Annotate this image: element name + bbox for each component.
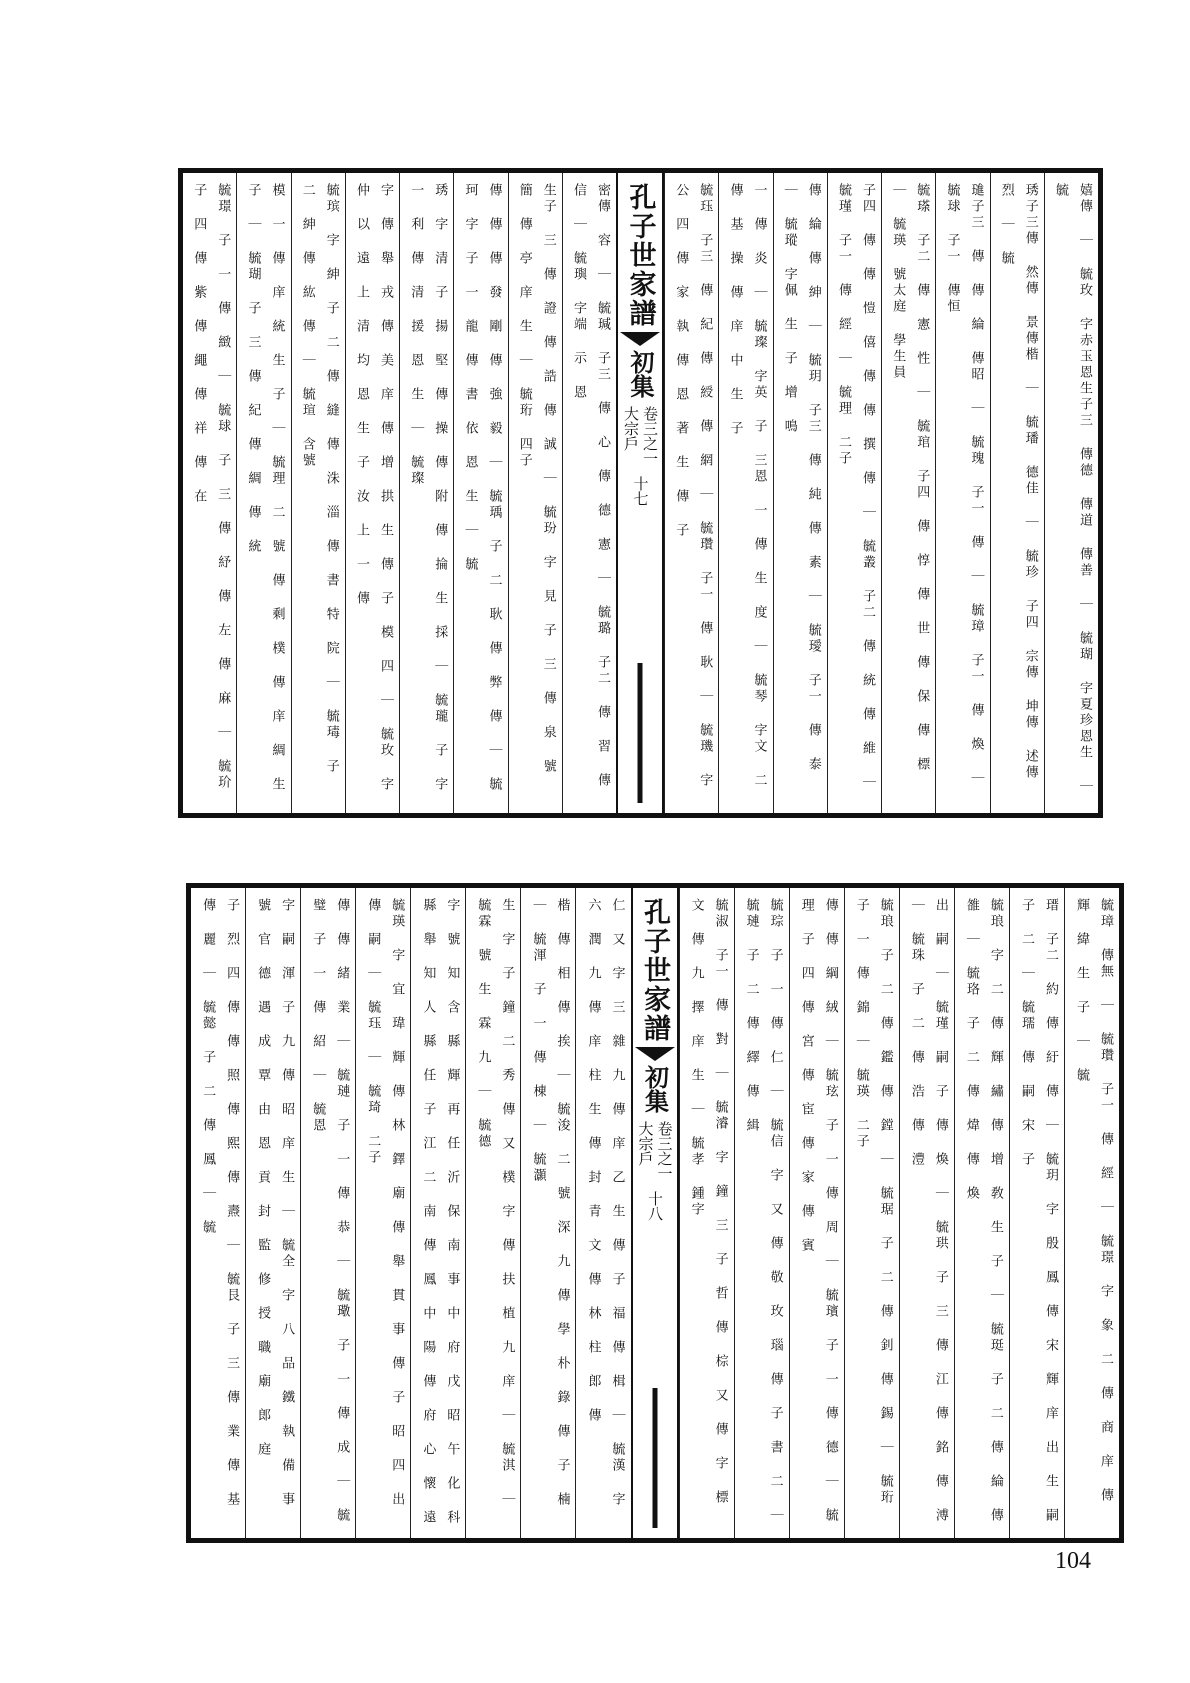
leaf-number: 十八 bbox=[646, 1191, 664, 1221]
column bbox=[881, 173, 935, 813]
column bbox=[291, 173, 345, 813]
spine-meta bbox=[623, 406, 657, 466]
volume-label: 卷三之一 bbox=[641, 406, 659, 466]
column-text: 毓璋 傳無 ｜ 毓瓚 子一 傳 經 ｜ 毓璟 字 象 二 傳 商 庠 傳 輝 緯 生 子 ｜ 毓 bbox=[1074, 898, 1113, 1504]
column-text: 字 傳 舉 戎 傳 美 庠 傳 增 拱 生 傳 子 模 四 ｜ 毓玫 字 仲 以 遠 上 清 均 恩 生 子 汝 上 一 傳 bbox=[354, 183, 393, 793]
spine-bar bbox=[652, 1388, 657, 1528]
column bbox=[1044, 173, 1098, 813]
column-text: 毓瑸 字 紳 子 二 傳 縫 傳 洙 淄 傳 書 特 院 ｜ 毓瑇 子 二 紳 傳 紘 傳 ｜ 毓瑄 含號 bbox=[299, 183, 339, 775]
column-text: 琇 字 清 子 揚 堅 傳 操 傳 附 傳 掄 生 採 ｜ 毓瓏 子 字 一 利 傳 清 援 恩 生 ｜ 毓璨 bbox=[408, 183, 448, 793]
column bbox=[1009, 888, 1064, 1538]
column-text: 密傳 容 ｜ 毓瑊 子三 傳 心 傳 德 憲 ｜ 毓璐 子二 傳 習 傳 信 ｜ 毓璵 字端 示 恩 bbox=[571, 183, 610, 789]
column bbox=[990, 173, 1044, 813]
column bbox=[236, 173, 290, 813]
page-number: 104 bbox=[1055, 1548, 1091, 1574]
column bbox=[183, 173, 236, 813]
bottom-panel-columns bbox=[191, 888, 1119, 1538]
column-text: 毓璟 子 一 傳 緻 ｜ 毓球 子 三 傳 紓 傳 左 傳 麻 ｜ 毓玠 子 四 傳 紫 傳 繩 傳 祥 傳 在 bbox=[191, 183, 231, 791]
column-text: 琇子三傳 然傳 景傳楷 ｜ 毓璠 德佳 ｜ 毓珍 子四 宗傳 坤傳 述傳 烈 ｜ 毓 bbox=[998, 183, 1038, 781]
column bbox=[562, 173, 616, 813]
house-label: 大宗戶 bbox=[622, 406, 640, 451]
column bbox=[575, 888, 630, 1538]
column-text: 一 傳 炎 ｜ 毓璨 字英 子 三恩 一 傳 生 度 ｜ 毓琴 字文 二 傳 基 操 傳 庠 中 生 子 bbox=[727, 183, 767, 789]
column bbox=[827, 173, 881, 813]
column-text: 出 嗣 ｜ 毓瑾 嗣 子 傳 煥 ｜ 毓珙 子 三 傳 江 傳 銘 傳 溥 ｜ 毓珠 子 二 傳 浩 傳 澧 bbox=[908, 898, 948, 1524]
column-text: 毓瑹 子二 傳 憲 性 ｜ 毓琯 子四 傳 惇 傳 世 傳 保 傳 標 ｜ 毓瑛 號太庭 學生員 bbox=[890, 183, 930, 773]
column-text: 仁 又 字 三 雜 九 傳 庠 乙 生 傳 子 福 傳 楫 ｜ 毓漢 字 六 潤 九 傳 庠 柱 生 傳 封 青 文 傳 林 柱 郎 傳 bbox=[585, 898, 625, 1508]
column-text: 傳 傳 傳 發 剛 傳 強 毅 ｜ 毓瑀 子 二 耿 傳 弊 傳 ｜ 毓珂 字 子 一 龍 傳 書 依 恩 生 ｜ 毓 bbox=[462, 183, 502, 793]
column bbox=[1064, 888, 1119, 1538]
column-text: 楷 傳 相 傳 挨 ｜ 毓浚 二 號 深 九 傳 學 朴 錄 傳 子 楠 ｜ 毓渾 子 一 傳 棟 ｜ 毓灝 bbox=[530, 898, 570, 1508]
column-text: 毓琅 子 二 傳 鑑 傳 鏜 ｜ 毓琚 子 二 傳 釗 傳 錫 ｜ 毓珩 子 一 傳 錦 ｜ 毓瑛 二子 bbox=[853, 898, 893, 1506]
column bbox=[191, 888, 245, 1538]
column bbox=[399, 173, 453, 813]
column-text: 毓瑛 字 宜 瑋 輝 傳 林 鐸 廟 傳 舉 貫 事 傳 子 昭 四 出 傳 嗣 ｜ 毓珏 ｜ 毓琦 二子 bbox=[365, 898, 405, 1508]
column bbox=[300, 888, 355, 1538]
fish-tail-icon bbox=[635, 1047, 675, 1061]
column-text: 瑨 子二 約 傳 紆 傳 ｜ 毓玥 字 殷 鳳 傳 宋 輝 庠 出 生 嗣 子 二 ｜ 毓瓀 傳 嗣 宋 子 bbox=[1018, 898, 1058, 1524]
column-text: 傳 綸 傳 紳 ｜ 毓玥 子三 傳 純 傳 素 ｜ 毓璦 子一 傳 泰 ｜ 毓瑽 字佩 生 子 增 鳴 bbox=[781, 183, 821, 773]
column-text: 字 嗣 渾 子 九 傳 昭 庠 生 ｜ 毓全 字 八 品 鐵 執 備 事 號 官 德 遇 成 覃 由 恩 貢 封 監 修 授 職 廟 郎 庭 bbox=[255, 898, 295, 1508]
spine-meta bbox=[638, 1121, 672, 1181]
column-text: 毓珏 子三 傳 紀 傳 綬 傳 網 ｜ 毓瓚 子一 傳 耿 ｜ 毓璣 字公 四 傳 家 執 傳 恩 著 生 傳 子 bbox=[673, 183, 713, 789]
column bbox=[679, 888, 734, 1538]
column bbox=[453, 173, 507, 813]
book-title: 孔子世家譜 bbox=[639, 898, 670, 1043]
column bbox=[508, 173, 562, 813]
column bbox=[789, 888, 844, 1538]
column-text: 傳 傳 緒 業 ｜ 毓璉 子 一 傳 恭 ｜ 毓璥 子 一 傳 成 ｜ 毓璧 子 一 傳 紹 ｜ 毓恩 bbox=[310, 898, 350, 1524]
column bbox=[935, 173, 989, 813]
column bbox=[718, 173, 772, 813]
volume-label: 卷三之一 bbox=[655, 1121, 674, 1181]
bottom-spine bbox=[631, 888, 679, 1538]
column bbox=[355, 888, 410, 1538]
column bbox=[664, 173, 718, 813]
column-text: 傳 傳 綱 絨 ｜ 毓玹 子 一 傳 周 ｜ 毓璸 子 一 傳 德 ｜ 毓理 子 四 傳 宮 傳 宦 傳 家 傳 賓 bbox=[798, 898, 838, 1524]
column bbox=[345, 173, 399, 813]
column bbox=[520, 888, 575, 1538]
column-text: 生 字 子 鐘 二 秀 傳 又 樸 字 傳 扶 植 九 庠 ｜ 毓淇 ｜ 毓霖 號 生 霖 九 ｜ 毓德 bbox=[475, 898, 515, 1508]
top-spine bbox=[616, 173, 664, 813]
column bbox=[734, 888, 789, 1538]
column-text: 字 號 知 含 縣 輝 再 任 沂 保 南 事 中 府 戊 昭 午 化 科 縣 舉 知 人 縣 任 子 江 二 南 傳 鳳 中 陽 傳 府 心 懷 遠 bbox=[420, 898, 460, 1526]
column bbox=[899, 888, 954, 1538]
leaf-number: 十七 bbox=[631, 476, 650, 506]
spine-bar bbox=[638, 663, 643, 803]
column-text: 嬉傳 ｜ 毓玫 字赤玉恩生子三 傳德 傳道 傳善 ｜ 毓瑚 字夏珍恩生 ｜ 毓 bbox=[1053, 183, 1092, 795]
bottom-genealogy-panel bbox=[186, 883, 1124, 1543]
house-label: 大宗戶 bbox=[636, 1121, 655, 1166]
column bbox=[773, 173, 827, 813]
column bbox=[465, 888, 520, 1538]
top-genealogy-panel bbox=[178, 168, 1103, 818]
top-panel-columns bbox=[183, 173, 1098, 813]
column bbox=[410, 888, 465, 1538]
column bbox=[844, 888, 899, 1538]
column-text: 毓淑 子一 傳 對 ｜ 毓濬 字 鐘 三 子 哲 傳 棕 又 傳 字 標 文 傳 九 擇 庠 生 ｜ 毓孝 鍾字 bbox=[688, 898, 728, 1506]
column-text: 璡子三 傳 傳 綸 傳昭 ｜ 毓瑰 子一 傳 ｜ 毓璋 子一 傳 煥 ｜ 毓球 子一 傳恒 bbox=[944, 183, 984, 787]
column-text: 毓琅 字 二 傳 輝 繡 傳 增 敎 生 子 ｜ 毓珽 子 二 傳 綸 傳 雒 ｜ 毓珞 子 二 傳 煒 傳 煥 bbox=[963, 898, 1003, 1524]
column-text: 模 一 傳 庠 統 生 子 ｜ 毓理 二 號 傳 剩 樸 傳 庠 綢 生 子 ｜ 毓瑚 子 三 傳 紀 傳 綢 傳 統 bbox=[245, 183, 285, 793]
column bbox=[245, 888, 300, 1538]
column-text: 毓琮 子 一 傳 仁 ｜ 毓信 字 又 傳 敬 玫 瑙 傳 子 書 二 ｜ 毓璉 子 二 傳 繹 傳 緝 bbox=[743, 898, 783, 1524]
book-title: 孔子世家譜 bbox=[624, 183, 656, 328]
collection-title: 初集 bbox=[640, 1065, 670, 1113]
collection-title: 初集 bbox=[626, 350, 655, 398]
column-text: 子四 傳 傳 愷 僖 傳 傳 撰 傳 ｜ 毓叢 子二 傳 統 傳 維 ｜ 毓瑾 子一 傳 經 ｜ 毓理 二子 bbox=[836, 183, 875, 791]
column-text: 子 烈 四 傳 傳 照 傳 熙 傳 燾 ｜ 毓艮 子 三 傳 業 傳 基 傳 麗 ｜ 毓懿 子 二 傳 鳳 ｜ 毓 bbox=[200, 898, 240, 1508]
column-text: 生子 三 傳 證 傳 誥 傳 誠 ｜ 毓玢 字 見 子 三 傳 泉 號 簡 傳 亭 庠 生 ｜ 毓珩 四子 bbox=[516, 183, 556, 775]
fish-tail-icon bbox=[620, 332, 660, 346]
column bbox=[954, 888, 1009, 1538]
